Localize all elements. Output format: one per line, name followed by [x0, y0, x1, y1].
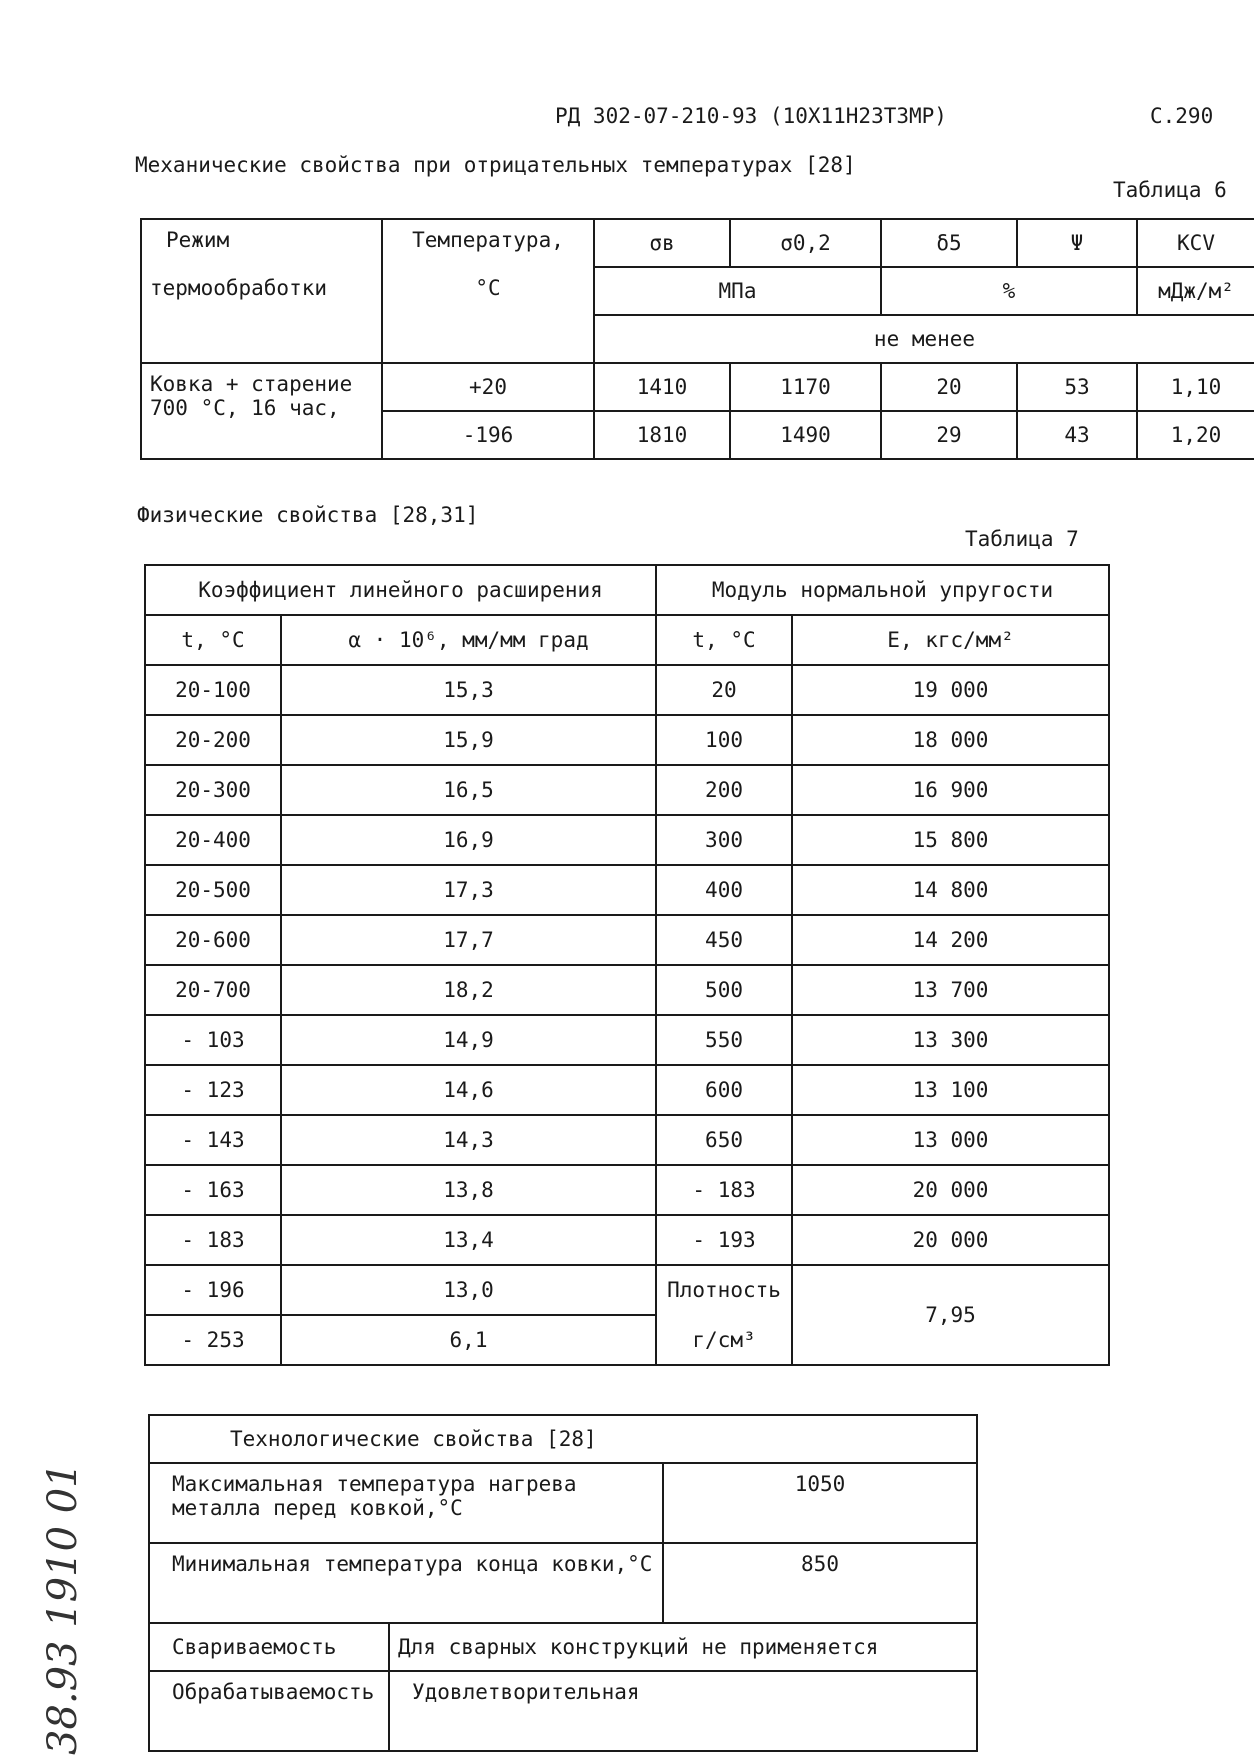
row-sigma-v: 1410 [594, 363, 730, 411]
table-row-alpha: 17,3 [281, 865, 656, 915]
table-row-e: 13 300 [792, 1015, 1109, 1065]
table-row-t2: 500 [656, 965, 792, 1015]
row-delta5: 20 [881, 363, 1017, 411]
density-label: Плотность г/см³ [656, 1265, 792, 1365]
min-forge-value: 850 [663, 1543, 977, 1623]
table-row-alpha: 15,3 [281, 665, 656, 715]
weldability-label: Свариваемость [149, 1623, 389, 1671]
table-row-e: 20 000 [792, 1215, 1109, 1265]
table-row-t1: - 183 [145, 1215, 281, 1265]
table-row-alpha: 14,6 [281, 1065, 656, 1115]
header-alpha: α · 10⁶, мм/мм град [281, 615, 656, 665]
mode-cell: Ковка + старение 700 °С, 16 час, [141, 363, 382, 459]
table-row-alpha: 15,9 [281, 715, 656, 765]
header-linear-expansion: Коэффициент линейного расширения [145, 565, 656, 615]
table-row-e: 18 000 [792, 715, 1109, 765]
table-row-t1: - 143 [145, 1115, 281, 1165]
table-row-alpha: 17,7 [281, 915, 656, 965]
table-row-t2: 450 [656, 915, 792, 965]
table-row-t1: 20-600 [145, 915, 281, 965]
table-row-e: 14 800 [792, 865, 1109, 915]
table-row [145, 1115, 1109, 1165]
table-row-t2: 300 [656, 815, 792, 865]
row-psi: 53 [1017, 363, 1137, 411]
table-row-t2: 550 [656, 1015, 792, 1065]
table-row [145, 665, 1109, 715]
table-row-e: 19 000 [792, 665, 1109, 715]
technological-properties-table [148, 1414, 978, 1752]
header-delta5: δ5 [881, 219, 1017, 267]
table-row [145, 1165, 1109, 1215]
header-t1: t, °С [145, 615, 281, 665]
page-number: С.290 [1150, 104, 1214, 128]
mechanical-properties-table [140, 218, 1254, 460]
max-forge-label: Максимальная температура нагрева металла перед ковкой,°С [149, 1463, 663, 1543]
table-row-t1: 20-300 [145, 765, 281, 815]
section-title-mechanical: Механические свойства при отрицательных температурах [28] [135, 153, 856, 177]
max-forge-value: 1050 [663, 1463, 977, 1543]
table-row-alpha: 13,8 [281, 1165, 656, 1215]
doc-code: РД 302-07-210-93 (10Х11Н23Т3МР) [555, 104, 947, 128]
table-row-alpha: 13,4 [281, 1215, 656, 1265]
table-row-alpha: 16,9 [281, 815, 656, 865]
table-row-alpha: 14,3 [281, 1115, 656, 1165]
table-row [145, 715, 1109, 765]
weldability-value: Для сварных конструкций не применяется [389, 1623, 977, 1671]
table-label-6: Таблица 6 [1113, 178, 1227, 202]
table-row-e: 16 900 [792, 765, 1109, 815]
table-row-t1: - 253 [145, 1315, 281, 1365]
table-row [145, 865, 1109, 915]
table-row-t2: - 193 [656, 1215, 792, 1265]
table-row-t1: - 123 [145, 1065, 281, 1115]
table-row-t2: 600 [656, 1065, 792, 1115]
table-row-e: 13 000 [792, 1115, 1109, 1165]
table-row-t2: 400 [656, 865, 792, 915]
row-kcv: 1,10 [1137, 363, 1254, 411]
table-row [145, 815, 1109, 865]
table-row-t1: - 163 [145, 1165, 281, 1215]
table-row-t1: 20-200 [145, 715, 281, 765]
table-row-alpha: 13,0 [281, 1265, 656, 1315]
table-row-t2: - 183 [656, 1165, 792, 1215]
min-note: не менее [594, 315, 1254, 363]
header-psi: Ψ [1017, 219, 1137, 267]
header-temperature: Температура, °С [382, 219, 594, 363]
table-row-t2: 100 [656, 715, 792, 765]
section-title-physical: Физические свойства [28,31] [137, 503, 479, 527]
table-label-7: Таблица 7 [965, 527, 1079, 551]
table-row-e: 15 800 [792, 815, 1109, 865]
row-sigma-v: 1810 [594, 411, 730, 459]
table-row-alpha: 16,5 [281, 765, 656, 815]
table-row-e: 13 700 [792, 965, 1109, 1015]
physical-properties-table [144, 564, 1110, 1366]
header-sigma-02: σ0,2 [730, 219, 881, 267]
table-row-alpha: 14,9 [281, 1015, 656, 1065]
handwritten-margin-note: 38.93 1910 01 [40, 1462, 86, 1755]
table-row [145, 1015, 1109, 1065]
header-t2: t, °С [656, 615, 792, 665]
table-row-t1: - 103 [145, 1015, 281, 1065]
unit-percent: % [881, 267, 1137, 315]
row-delta5: 29 [881, 411, 1017, 459]
header-sigma-v: σв [594, 219, 730, 267]
table-row-alpha: 6,1 [281, 1315, 656, 1365]
row-sigma-02: 1170 [730, 363, 881, 411]
header-elastic-modulus: Модуль нормальной упругости [656, 565, 1109, 615]
table-row-t2: 20 [656, 665, 792, 715]
header-e: Е, кгс/мм² [792, 615, 1109, 665]
table-row-alpha: 18,2 [281, 965, 656, 1015]
row-temp: -196 [382, 411, 594, 459]
table-row-t2: 200 [656, 765, 792, 815]
table-row-e: 13 100 [792, 1065, 1109, 1115]
table-row-t1: - 196 [145, 1265, 281, 1315]
table-row-e: 20 000 [792, 1165, 1109, 1215]
table-row-t1: 20-700 [145, 965, 281, 1015]
row-kcv: 1,20 [1137, 411, 1254, 459]
row-temp: +20 [382, 363, 594, 411]
machinability-value: Удовлетворительная [389, 1671, 977, 1751]
header-mode: Режим термообработки [141, 219, 382, 363]
tech-title: Технологические свойства [28] [149, 1415, 977, 1463]
density-value: 7,95 [792, 1265, 1109, 1365]
unit-kcv: мДж/м² [1137, 267, 1254, 315]
table-row [145, 965, 1109, 1015]
unit-mpa: МПа [594, 267, 881, 315]
table-row-t1: 20-500 [145, 865, 281, 915]
table-row-t1: 20-100 [145, 665, 281, 715]
row-psi: 43 [1017, 411, 1137, 459]
machinability-label: Обрабатываемость [149, 1671, 389, 1751]
table-row [145, 915, 1109, 965]
table-row [145, 1065, 1109, 1115]
table-row-e: 14 200 [792, 915, 1109, 965]
table-row-t1: 20-400 [145, 815, 281, 865]
table-row-t2: 650 [656, 1115, 792, 1165]
min-forge-label: Минимальная температура конца ковки,°С [149, 1543, 663, 1623]
table-row [145, 765, 1109, 815]
row-sigma-02: 1490 [730, 411, 881, 459]
header-kcv: KCV [1137, 219, 1254, 267]
table-row [145, 1215, 1109, 1265]
